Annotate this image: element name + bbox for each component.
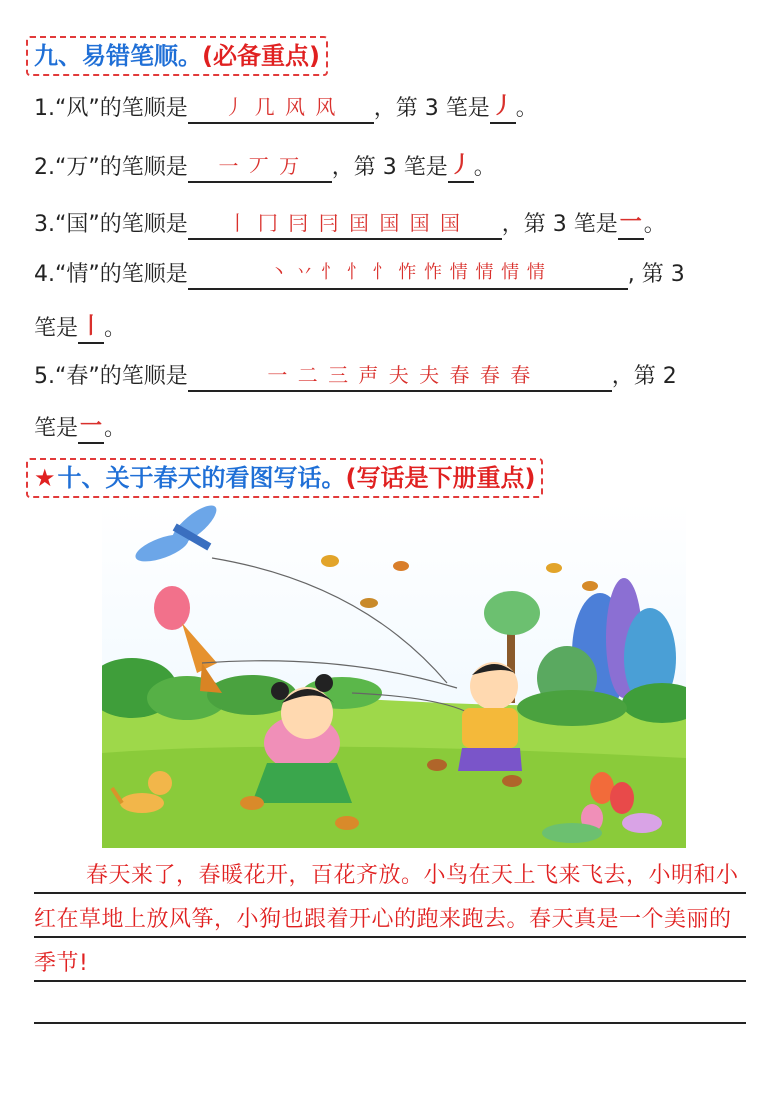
item-3-mid: ，第 3 笔是 <box>501 212 618 237</box>
stroke-item-4-cont <box>34 312 126 344</box>
item-4-mid: , 第 3 <box>627 262 685 287</box>
item-2-strokes: 一 丆 万 <box>188 151 332 183</box>
stroke-item-2 <box>34 151 496 183</box>
item-1-mid: ，第 3 笔是 <box>373 96 490 121</box>
stroke-item-5 <box>34 360 677 392</box>
item-1-strokes: 丿 几 风 风 <box>188 92 374 124</box>
item-4-strokes: 丶 丷 忄 忄 忄 怍 怍 情 情 情 情 <box>188 258 628 290</box>
item-2-mid: ，第 3 笔是 <box>331 155 448 180</box>
section9-title-note: (必备重点) <box>202 42 320 70</box>
item-4-prefix: 4.“情”的笔顺是 <box>34 262 188 287</box>
item-2-end: 。 <box>473 155 496 180</box>
item-1-answer: 丿 <box>490 92 516 124</box>
item-5-strokes: 一 二 三 声 夫 夫 春 春 春 <box>188 360 612 392</box>
section9-title <box>26 36 328 76</box>
spring-kite-picture <box>102 503 686 848</box>
section10-title-main: 十、关于春天的看图写话。 <box>57 464 346 492</box>
item-4-answer: 丨 <box>78 312 104 344</box>
item-2-prefix: 2.“万”的笔顺是 <box>34 155 188 180</box>
item-3-answer: 一 <box>618 208 644 240</box>
item-5-prefix: 5.“春”的笔顺是 <box>34 364 188 389</box>
item-5-end: 。 <box>104 416 127 441</box>
item-5-mid: ，第 2 <box>611 364 677 389</box>
writing-answer-text: 春天来了，春暖花开，百花齐放。小鸟在天上飞来飞去，小明和小红在草地上放风筝，小狗也跟着开心的跑来跑去。春天真是一个美丽的季节! <box>34 863 739 976</box>
stroke-item-4 <box>34 258 685 290</box>
item-4-answer-prefix: 笔是 <box>34 316 79 341</box>
item-3-end: 。 <box>643 212 666 237</box>
item-2-answer: 丿 <box>448 151 474 183</box>
item-5-answer-prefix: 笔是 <box>34 416 79 441</box>
section10-title-note: (写话是下册重点) <box>345 464 536 492</box>
item-1-prefix: 1.“风”的笔顺是 <box>34 96 188 121</box>
item-4-end: 。 <box>104 316 127 341</box>
section10-title <box>26 458 543 498</box>
section9-title-main: 九、易错笔顺。 <box>34 42 202 70</box>
item-1-end: 。 <box>515 96 538 121</box>
stroke-item-5-cont <box>34 412 126 444</box>
stroke-item-3 <box>34 208 666 240</box>
item-3-prefix: 3.“国”的笔顺是 <box>34 212 188 237</box>
stroke-item-1 <box>34 92 538 124</box>
writing-line-4 <box>34 1022 746 1024</box>
star-icon: ★ <box>34 464 56 492</box>
item-5-answer: 一 <box>78 412 104 444</box>
item-3-strokes: 丨 冂 冃 冃 囯 国 国 国 <box>188 208 502 240</box>
